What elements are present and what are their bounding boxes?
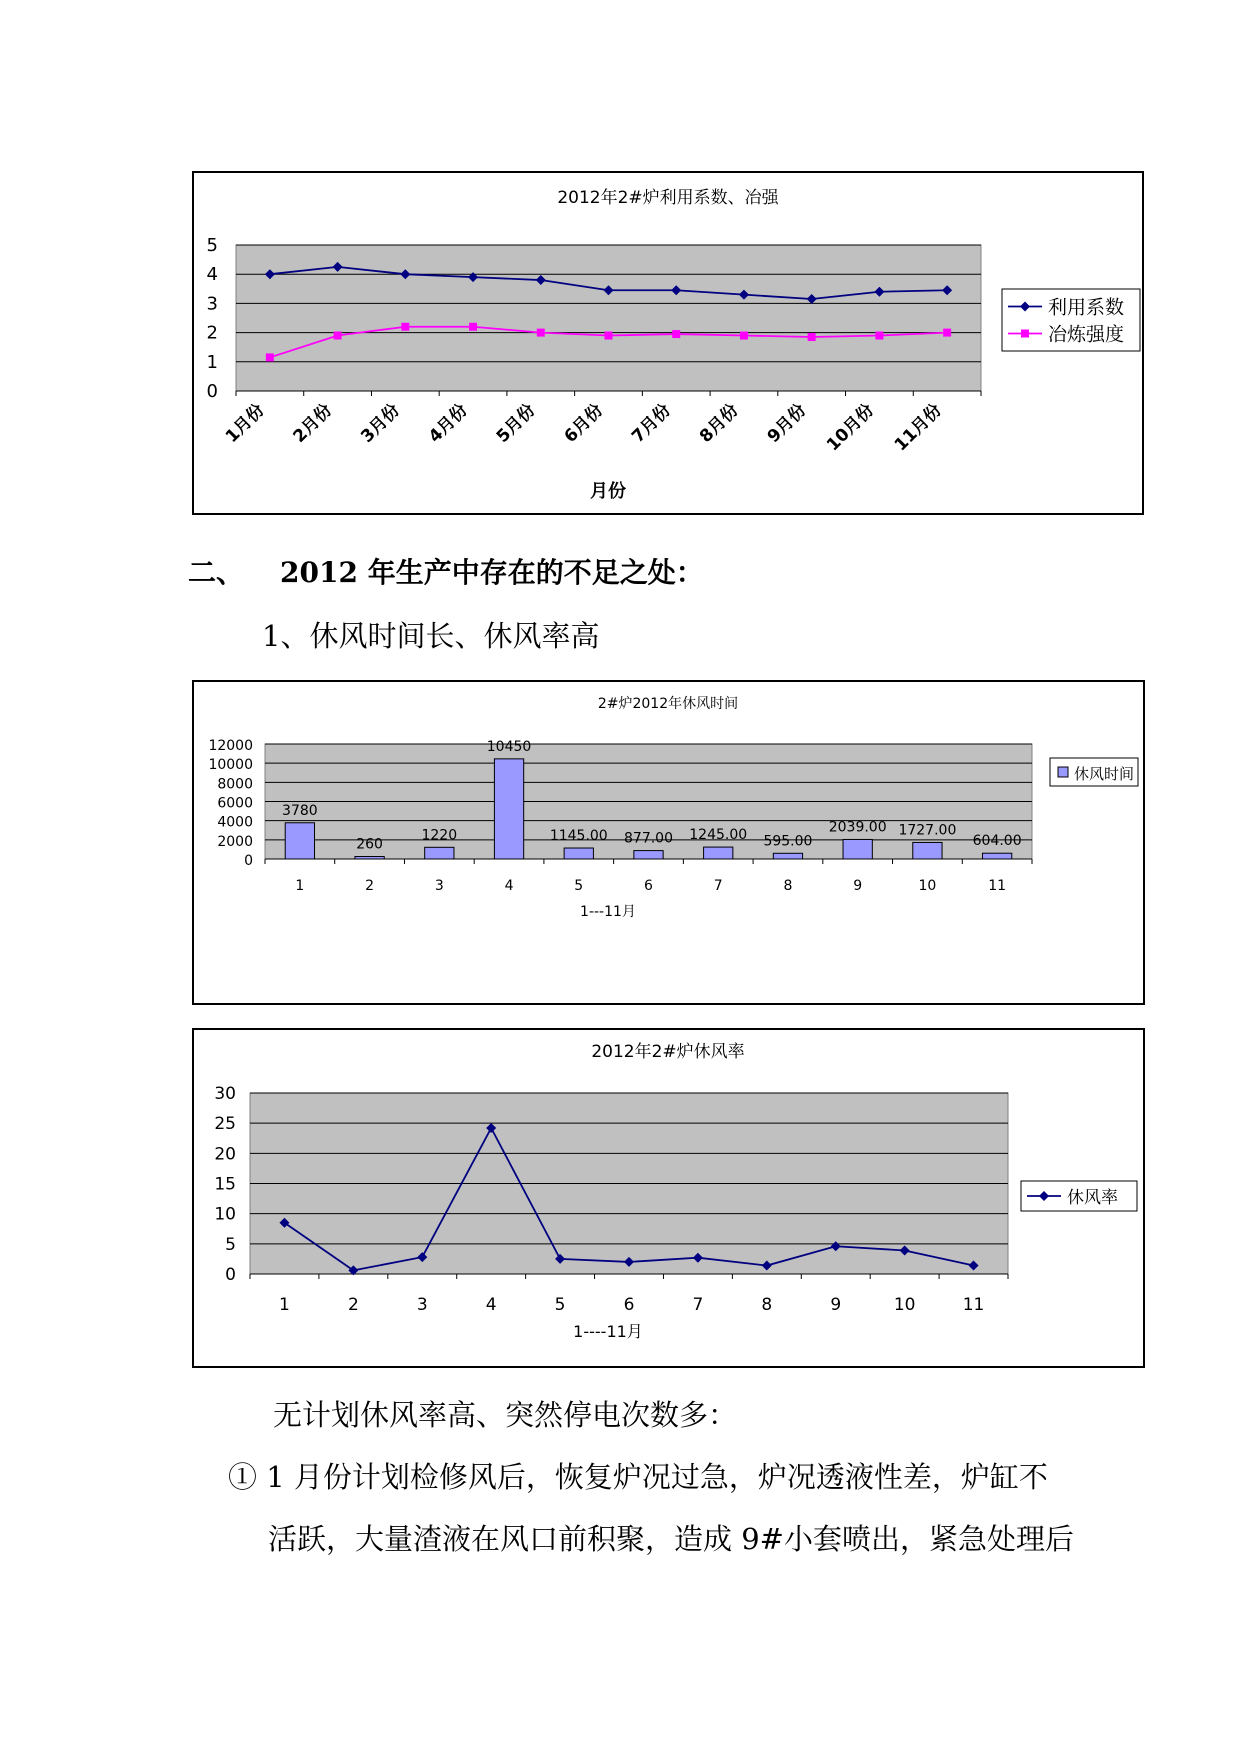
chart-1 [194, 173, 1142, 513]
y-tick-label: 25 [214, 1114, 236, 1135]
y-tick-label: 12000 [208, 738, 253, 754]
x-tick-label: 9 [830, 1295, 842, 1315]
bar [982, 853, 1011, 859]
data-label: 604.00 [972, 833, 1022, 850]
x-tick-label: 11月份 [890, 400, 946, 456]
data-label: 1245.00 [689, 827, 748, 844]
x-tick-label: 11 [962, 1295, 985, 1315]
y-tick-label: 20 [214, 1144, 236, 1165]
x-tick-label: 5 [554, 1295, 566, 1315]
x-tick-label: 1 [279, 1295, 290, 1315]
y-tick-label: 8000 [217, 776, 253, 793]
x-tick-label: 9 [853, 878, 863, 894]
y-tick-label: 0 [225, 1265, 236, 1285]
data-point [266, 353, 274, 361]
x-axis-title: 1----11月 [573, 1322, 643, 1341]
x-tick-label: 1 [295, 878, 305, 894]
y-tick-label: 2 [206, 322, 218, 344]
data-point [740, 332, 748, 340]
section-heading [188, 551, 704, 591]
legend-label: 休风时间 [1074, 765, 1135, 783]
x-tick-label: 6 [644, 878, 653, 894]
x-axis-title: 月份 [590, 481, 626, 502]
bar [704, 847, 733, 859]
x-tick-label: 11 [988, 878, 1007, 894]
paragraph-3: 活跃，大量渣液在风口前积聚，造成 9#小套喷出，紧急处理后 [268, 1522, 1074, 1556]
x-tick-label: 6月份 [560, 400, 608, 447]
data-label: 1220 [421, 827, 458, 844]
legend-label: 利用系数 [1048, 296, 1125, 319]
chart-1-frame [192, 171, 1144, 515]
y-tick-label: 2000 [217, 833, 253, 850]
chart-title: 2012年2#炉利用系数、冶强 [557, 188, 779, 208]
chart-3 [194, 1030, 1143, 1366]
bar [494, 759, 523, 859]
heading-text: 2012 年生产中存在的不足之处： [280, 556, 704, 589]
data-point [469, 323, 477, 331]
x-tick-label: 9月份 [763, 400, 811, 447]
x-tick-label: 1月份 [221, 400, 269, 447]
x-tick-label: 2月份 [289, 400, 337, 447]
data-point [605, 332, 613, 340]
data-label: 877.00 [624, 830, 673, 847]
x-tick-label: 10 [918, 878, 937, 894]
bar [425, 847, 454, 859]
y-tick-label: 30 [214, 1084, 236, 1104]
x-tick-label: 5 [574, 878, 584, 894]
x-tick-label: 2 [365, 878, 375, 894]
data-point [875, 332, 883, 340]
bar [285, 823, 314, 859]
bar [564, 848, 593, 859]
x-tick-label: 7 [692, 1295, 704, 1315]
x-tick-label: 4 [485, 1295, 497, 1315]
bar [355, 857, 384, 859]
subsection-title: 1、休风时间长、休风率高 [262, 619, 600, 653]
data-point [401, 323, 409, 331]
data-point [672, 330, 680, 338]
x-tick-label: 3月份 [357, 400, 404, 447]
x-tick-label: 6 [623, 1295, 635, 1315]
chart-3-frame [192, 1028, 1145, 1368]
x-tick-label: 4月份 [425, 400, 472, 447]
data-label: 3780 [282, 802, 318, 819]
data-label: 2039.00 [828, 819, 887, 836]
data-label: 10450 [486, 738, 532, 755]
y-tick-label: 4000 [217, 814, 253, 831]
paragraph-2: ① 1 月份计划检修风后，恢复炉况过急，炉况透液性差，炉缸不 [228, 1460, 1048, 1494]
x-axis-title: 1---11月 [580, 904, 636, 920]
bar [773, 853, 802, 859]
y-tick-label: 5 [206, 235, 218, 256]
legend-label: 冶炼强度 [1048, 323, 1125, 346]
data-label: 260 [356, 836, 383, 853]
x-tick-label: 3 [416, 1295, 428, 1315]
y-tick-label: 10000 [208, 757, 253, 774]
x-tick-label: 7月份 [628, 400, 675, 447]
chart-2 [194, 682, 1143, 1003]
y-tick-label: 15 [214, 1174, 236, 1195]
chart-title: 2#炉2012年休风时间 [597, 696, 739, 712]
bar [913, 842, 942, 859]
y-tick-label: 6000 [217, 795, 253, 812]
x-tick-label: 8 [761, 1295, 773, 1315]
y-tick-label: 0 [244, 853, 253, 869]
y-tick-label: 4 [206, 264, 218, 286]
data-label: 1145.00 [549, 828, 608, 845]
x-tick-label: 5月份 [492, 400, 540, 447]
y-tick-label: 3 [206, 293, 218, 315]
legend-marker [1021, 330, 1029, 338]
y-tick-label: 0 [206, 381, 218, 402]
y-tick-label: 10 [214, 1204, 236, 1225]
x-tick-label: 10月份 [823, 400, 878, 456]
data-label: 595.00 [763, 833, 813, 850]
chart-title: 2012年2#炉休风率 [591, 1042, 745, 1062]
legend-label: 休风率 [1067, 1188, 1118, 1208]
data-point [808, 333, 816, 341]
legend-swatch [1058, 767, 1068, 777]
data-label: 1727.00 [898, 822, 957, 839]
chart-2-frame [192, 680, 1145, 1005]
x-tick-label: 10 [893, 1295, 916, 1315]
data-point [943, 329, 951, 337]
data-point [334, 332, 342, 340]
paragraph-1: 无计划休风率高、突然停电次数多： [273, 1398, 738, 1432]
data-point [537, 329, 545, 337]
x-tick-label: 8月份 [695, 400, 743, 447]
x-tick-label: 7 [713, 878, 723, 894]
y-tick-label: 5 [225, 1234, 236, 1255]
y-tick-label: 1 [206, 351, 218, 373]
bar [843, 839, 872, 859]
x-tick-label: 4 [504, 878, 514, 894]
bar [634, 851, 663, 859]
x-tick-label: 2 [347, 1295, 359, 1315]
plot-area [236, 245, 981, 391]
x-tick-label: 8 [783, 878, 793, 894]
x-tick-label: 3 [434, 878, 444, 894]
heading-number: 二、 [188, 556, 245, 589]
